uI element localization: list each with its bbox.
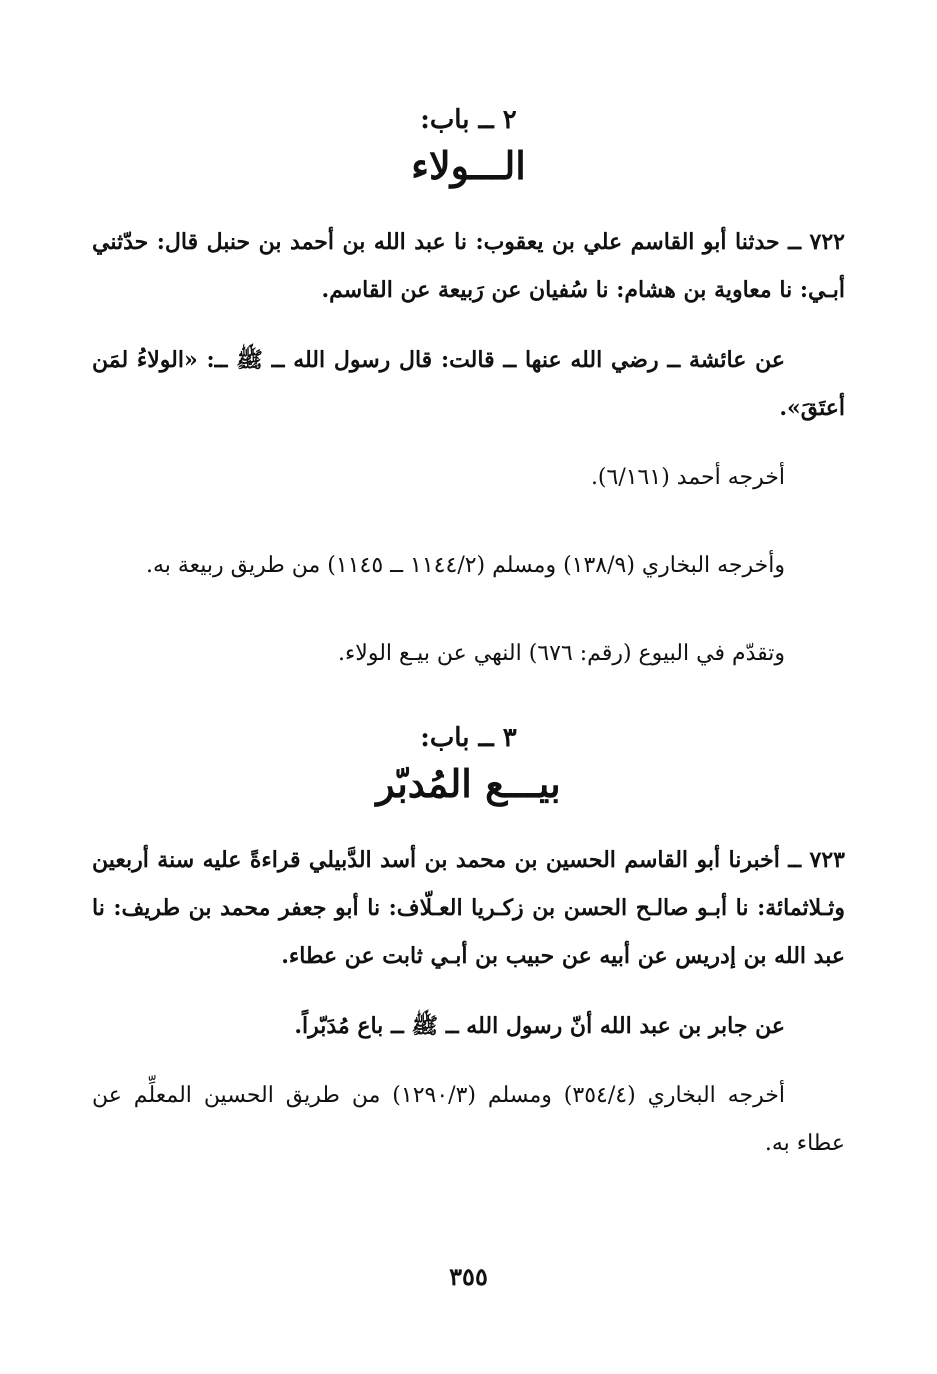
section-mudabbar xyxy=(92,718,845,1168)
page-number: ٣٥٥ xyxy=(449,1262,488,1291)
chapter-number: ٢ ــ باب: xyxy=(420,105,517,135)
section-heading xyxy=(92,100,845,192)
section-wala xyxy=(92,100,845,678)
section-heading xyxy=(92,718,845,810)
hadith-text: عن عائشة ــ رضي الله عنها ــ قالت: قال رسول الله ــ ﷺ ــ: «الولاءُ لمَن أعتَقَ». xyxy=(92,347,845,421)
hadith-text: عن جابر بن عبد الله أنّ رسول الله ــ ﷺ ــ باع مُدَبّراً. xyxy=(294,1013,785,1039)
cross-reference-note: وتقدّم في البيوع (رقم: ٦٧٦) النهي عن بيـع الولاء. xyxy=(337,641,785,666)
takhrij-note: أخرجه أحمد (٦/١٦١). xyxy=(590,465,785,490)
takhrij-note: وأخرجه البخاري (١٣٨/٩) ومسلم (١١٤٤/٢ ــ ١١٤٥) من طريق ربيعة به. xyxy=(145,553,785,578)
takhrij-note: أخرجه البخاري (٣٥٤/٤) ومسلم (١٢٩٠/٣) من طريق الحسين المعلِّم عن عطاء به. xyxy=(92,1083,845,1156)
hadith-chain: ٧٢٣ ــ أخبرنا أبو القاسم الحسين بن محمد بن أسد الدَّبيلي قراءةً عليه سنة أربعين وثـلاثمائة: نا أبـو صالـح الحسن بن زكـريا العـلّاف: نا أبو جعفر محمد بن طريف: نا عبد الله بن إدريس عن أبيه عن حبيب بن أبـي ثابت عن عطاء. xyxy=(92,847,845,969)
chapter-title: الـــولاء xyxy=(411,143,526,188)
hadith-chain: ٧٢٢ ــ حدثنا أبو القاسم علي بن يعقوب: نا عبد الله بن أحمد بن حنبل قال: حدّثني أبـي: نا معاوية بن هشام: نا سُفيان عن رَبيعة عن القاسم. xyxy=(92,229,845,303)
chapter-number: ٣ ــ باب: xyxy=(420,723,517,753)
chapter-title: بيـــع المُدبّر xyxy=(376,761,561,806)
